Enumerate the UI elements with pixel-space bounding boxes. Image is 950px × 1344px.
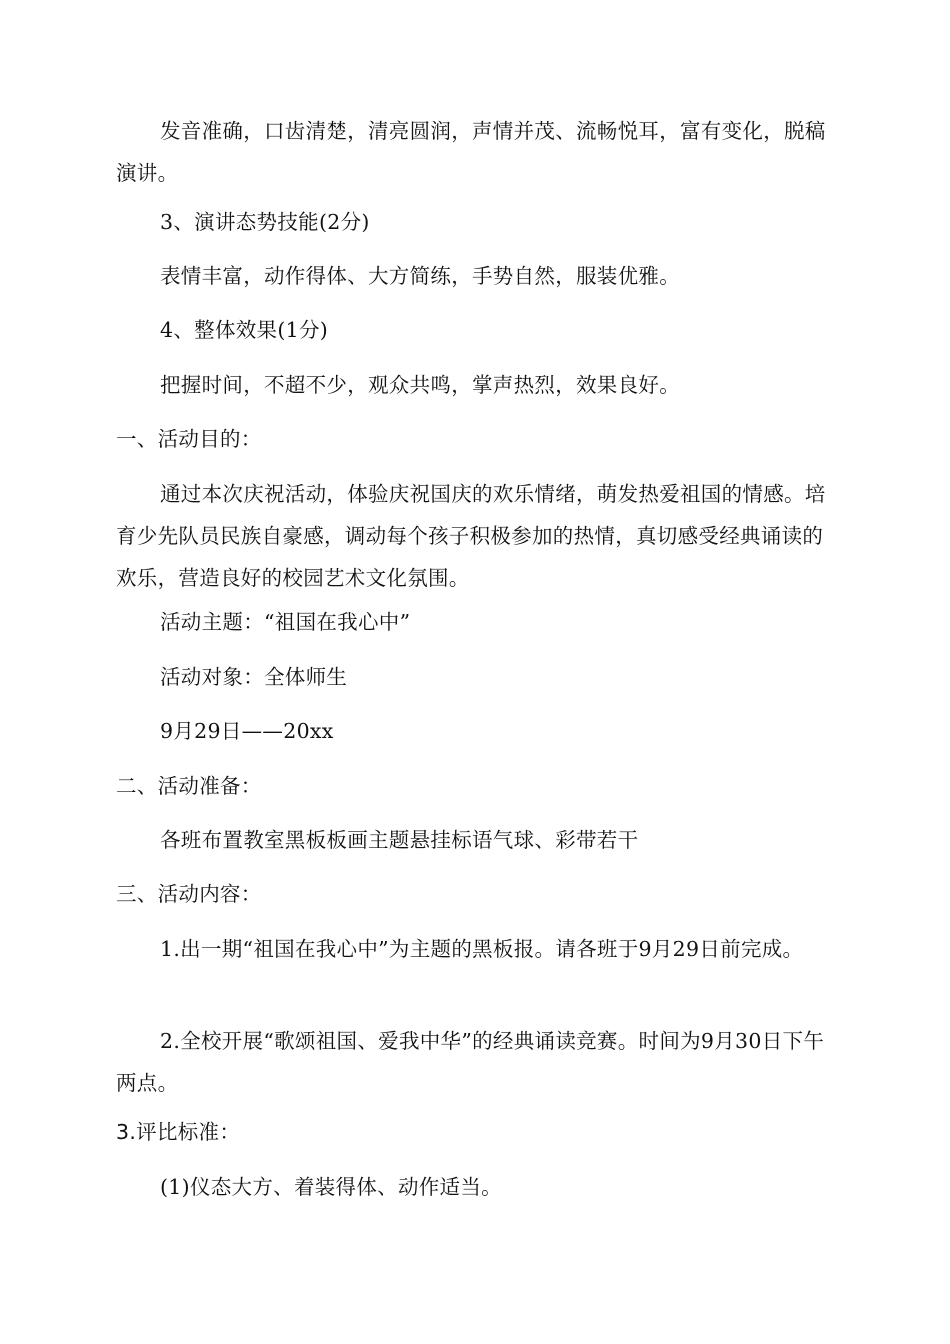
list-item-blackboard: 1.出一期“祖国在我心中”为主题的黑板报。请各班于9月29日前完成。 [160, 937, 804, 961]
paragraph-theme: 活动主题：“祖国在我心中” [160, 610, 411, 634]
list-item-recitation: 2.全校开展“歌颂祖国、爱我中华”的经典诵读竞赛。时间为9月30日下午两点。 [116, 1029, 825, 1095]
section-heading-preparation: 二、活动准备： [116, 774, 262, 798]
paragraph-delivery-criteria: 发音准确，口齿清楚，清亮圆润，声情并茂、流畅悦耳，富有变化，脱稿演讲。 [116, 119, 826, 185]
paragraph-date: 9月29日——20xx [160, 719, 334, 743]
paragraph-preparation: 各班布置教室黑板板画主题悬挂标语气球、彩带若干 [160, 828, 639, 852]
section-heading-purpose: 一、活动目的： [116, 427, 262, 451]
heading-posture-skills: 3、演讲态势技能(2分) [160, 210, 370, 234]
paragraph-posture-criteria: 表情丰富，动作得体、大方简练，手势自然，服装优雅。 [160, 264, 680, 288]
heading-overall-effect: 4、整体效果(1分) [160, 318, 329, 342]
list-item-criteria-1: (1)仪态大方、着装得体、动作适当。 [160, 1175, 502, 1199]
list-heading-criteria: 3.评比标准： [116, 1120, 241, 1144]
paragraph-purpose: 通过本次庆祝活动，体验庆祝国庆的欢乐情绪，萌发热爱祖国的情感。培育少先队员民族自豪感，调动每个孩子积极参加的热情，真切感受经典诵读的欢乐，营造良好的校园艺术文化氛围。 [116, 482, 826, 590]
section-heading-content: 三、活动内容： [116, 882, 262, 906]
paragraph-overall-criteria: 把握时间，不超不少，观众共鸣，掌声热烈，效果良好。 [160, 373, 680, 397]
paragraph-participants: 活动对象：全体师生 [160, 665, 348, 689]
